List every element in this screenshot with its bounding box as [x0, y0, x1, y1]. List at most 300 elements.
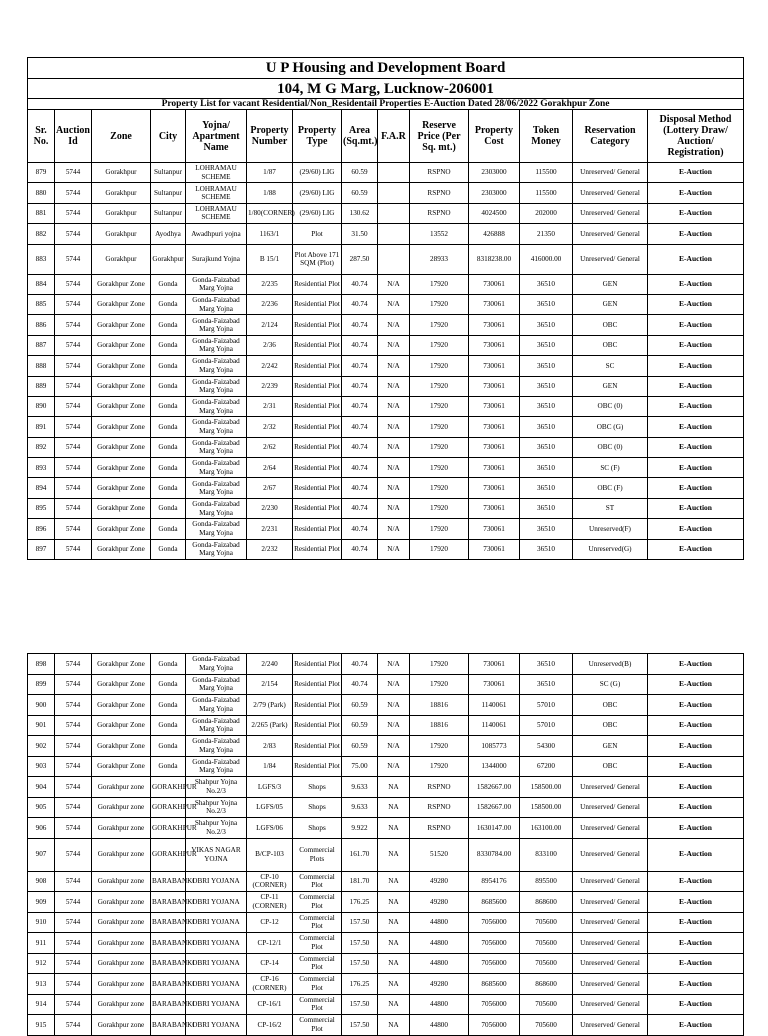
table-row	[28, 244, 744, 274]
cell-property-cost: 1630147.00	[469, 818, 520, 839]
cell-disposal-method: E-Auction	[648, 736, 744, 757]
cell-reserve-price: 49280	[410, 892, 469, 913]
table-row	[28, 183, 744, 203]
cell-property-cost: 8685600	[469, 974, 520, 995]
cell-disposal-method: E-Auction	[648, 539, 744, 559]
col-reservation-category: Reservation Category	[573, 110, 648, 163]
cell-area: 40.74	[342, 335, 378, 355]
cell-auction-id: 5744	[55, 892, 92, 913]
cell-property-type: Shops	[293, 797, 342, 818]
cell-reservation-category: Unreserved/ General	[573, 994, 648, 1015]
cell-far: NA	[378, 871, 410, 892]
cell-sr: 901	[28, 715, 55, 736]
cell-yojna: Gonda-Faizabad Marg Yojna	[186, 437, 247, 457]
cell-sr: 912	[28, 953, 55, 974]
cell-property-type: Residential Plot	[293, 335, 342, 355]
table-row	[28, 224, 744, 244]
cell-far: N/A	[378, 695, 410, 716]
cell-sr: 897	[28, 539, 55, 559]
cell-yojna: Gonda-Faizabad Marg Yojna	[186, 274, 247, 294]
cell-reserve-price: 17920	[410, 736, 469, 757]
cell-reservation-category: OBC	[573, 695, 648, 716]
cell-far: N/A	[378, 356, 410, 376]
cell-sr: 899	[28, 674, 55, 695]
cell-reservation-category: Unreserved/ General	[573, 203, 648, 223]
cell-sr: 883	[28, 244, 55, 274]
cell-token-money: 705600	[520, 933, 573, 954]
cell-yojna: Gonda-Faizabad Marg Yojna	[186, 356, 247, 376]
cell-auction-id: 5744	[55, 437, 92, 457]
cell-property-type: Shops	[293, 777, 342, 798]
cell-property-number: CP-10 (CORNER)	[247, 871, 293, 892]
cell-city: Gonda	[151, 539, 186, 559]
cell-area: 130.62	[342, 203, 378, 223]
cell-token-money: 36510	[520, 417, 573, 437]
cell-disposal-method: E-Auction	[648, 437, 744, 457]
cell-city: BARABANKI	[151, 1015, 186, 1036]
cell-disposal-method: E-Auction	[648, 838, 744, 871]
cell-area: 40.74	[342, 478, 378, 498]
table-row	[28, 437, 744, 457]
cell-area: 161.70	[342, 838, 378, 871]
cell-disposal-method: E-Auction	[648, 356, 744, 376]
cell-yojna: VIKAS NAGAR YOJNA	[186, 838, 247, 871]
cell-zone: Gorakhpur Zone	[92, 458, 151, 478]
cell-far: NA	[378, 1015, 410, 1036]
cell-property-number: 2/242	[247, 356, 293, 376]
cell-zone: Gorakhpur	[92, 183, 151, 203]
cell-reserve-price: 17920	[410, 498, 469, 518]
cell-property-number: CP-16 (CORNER)	[247, 974, 293, 995]
cell-far	[378, 183, 410, 203]
cell-reservation-category: OBC	[573, 315, 648, 335]
cell-auction-id: 5744	[55, 376, 92, 396]
cell-property-type: (29/60) LIG	[293, 163, 342, 183]
cell-reserve-price: 17920	[410, 756, 469, 777]
cell-disposal-method: E-Auction	[648, 994, 744, 1015]
cell-property-cost: 8330784.00	[469, 838, 520, 871]
col-zone: Zone	[92, 110, 151, 163]
cell-reserve-price: 17920	[410, 274, 469, 294]
cell-sr: 892	[28, 437, 55, 457]
cell-disposal-method: E-Auction	[648, 777, 744, 798]
cell-property-number: 2/231	[247, 519, 293, 539]
cell-reservation-category: Unreserved/ General	[573, 818, 648, 839]
cell-token-money: 36510	[520, 335, 573, 355]
cell-auction-id: 5744	[55, 1015, 92, 1036]
cell-reservation-category: SC (F)	[573, 458, 648, 478]
cell-token-money: 115500	[520, 163, 573, 183]
cell-reservation-category: Unreserved/ General	[573, 871, 648, 892]
cell-far: N/A	[378, 315, 410, 335]
table-row	[28, 203, 744, 223]
cell-reserve-price: 13552	[410, 224, 469, 244]
cell-auction-id: 5744	[55, 498, 92, 518]
cell-property-number: 2/239	[247, 376, 293, 396]
table-row	[28, 539, 744, 559]
cell-auction-id: 5744	[55, 838, 92, 871]
cell-token-money: 36510	[520, 376, 573, 396]
cell-disposal-method: E-Auction	[648, 315, 744, 335]
cell-disposal-method: E-Auction	[648, 183, 744, 203]
table-row	[28, 933, 744, 954]
cell-property-number: 2/240	[247, 654, 293, 675]
cell-sr: 913	[28, 974, 55, 995]
cell-reservation-category: GEN	[573, 274, 648, 294]
cell-city: BARABANKI	[151, 994, 186, 1015]
cell-zone: Gorakhpur Zone	[92, 376, 151, 396]
cell-disposal-method: E-Auction	[648, 498, 744, 518]
cell-property-number: 2/64	[247, 458, 293, 478]
cell-reservation-category: Unreserved/ General	[573, 224, 648, 244]
cell-disposal-method: E-Auction	[648, 335, 744, 355]
cell-property-number: LGFS/05	[247, 797, 293, 818]
cell-zone: Gorakhpur	[92, 163, 151, 183]
cell-city: BARABANKI	[151, 912, 186, 933]
cell-auction-id: 5744	[55, 274, 92, 294]
cell-reserve-price: RSPNO	[410, 163, 469, 183]
cell-far	[378, 224, 410, 244]
cell-far	[378, 203, 410, 223]
cell-token-money: 36510	[520, 654, 573, 675]
cell-city: Gonda	[151, 458, 186, 478]
cell-token-money: 36510	[520, 674, 573, 695]
cell-area: 40.74	[342, 519, 378, 539]
table-row	[28, 274, 744, 294]
cell-reservation-category: OBC (0)	[573, 437, 648, 457]
cell-reservation-category: Unreserved/ General	[573, 797, 648, 818]
cell-reserve-price: RSPNO	[410, 818, 469, 839]
cell-property-number: 2/79 (Park)	[247, 695, 293, 716]
cell-property-number: 2/83	[247, 736, 293, 757]
cell-far: N/A	[378, 294, 410, 314]
cell-area: 181.70	[342, 871, 378, 892]
cell-area: 60.59	[342, 163, 378, 183]
cell-sr: 903	[28, 756, 55, 777]
cell-area: 40.74	[342, 376, 378, 396]
cell-yojna: Gonda-Faizabad Marg Yojna	[186, 396, 247, 416]
cell-reserve-price: 17920	[410, 356, 469, 376]
cell-property-cost: 730061	[469, 376, 520, 396]
cell-reserve-price: 17920	[410, 396, 469, 416]
cell-reserve-price: 17920	[410, 417, 469, 437]
cell-property-number: 2/32	[247, 417, 293, 437]
cell-area: 157.50	[342, 912, 378, 933]
cell-zone: Gorakhpur Zone	[92, 498, 151, 518]
cell-yojna: Gonda-Faizabad Marg Yojna	[186, 458, 247, 478]
cell-yojna: Gonda-Faizabad Marg Yojna	[186, 539, 247, 559]
cell-property-number: 2/154	[247, 674, 293, 695]
cell-reserve-price: 44800	[410, 1015, 469, 1036]
cell-property-cost: 7056000	[469, 953, 520, 974]
cell-reservation-category: Unreserved/ General	[573, 953, 648, 974]
table-row	[28, 478, 744, 498]
cell-disposal-method: E-Auction	[648, 953, 744, 974]
col-reserve-price: Reserve Price (Per Sq. mt.)	[410, 110, 469, 163]
cell-zone: Gorakhpur	[92, 203, 151, 223]
cell-yojna: OBRI YOJANA	[186, 871, 247, 892]
cell-property-number: CP-14	[247, 953, 293, 974]
cell-area: 157.50	[342, 994, 378, 1015]
cell-property-cost: 1085773	[469, 736, 520, 757]
cell-yojna: Gonda-Faizabad Marg Yojna	[186, 519, 247, 539]
cell-city: Gonda	[151, 478, 186, 498]
cell-city: Gonda	[151, 274, 186, 294]
cell-yojna: Gonda-Faizabad Marg Yojna	[186, 294, 247, 314]
cell-reservation-category: SC (G)	[573, 674, 648, 695]
cell-reservation-category: Unreserved/ General	[573, 1015, 648, 1036]
cell-zone: Gorakhpur Zone	[92, 356, 151, 376]
cell-sr: 881	[28, 203, 55, 223]
cell-disposal-method: E-Auction	[648, 818, 744, 839]
cell-reservation-category: GEN	[573, 736, 648, 757]
cell-property-number: 2/67	[247, 478, 293, 498]
cell-reservation-category: SC	[573, 356, 648, 376]
cell-property-cost: 1344000	[469, 756, 520, 777]
cell-city: Gonda	[151, 519, 186, 539]
cell-disposal-method: E-Auction	[648, 871, 744, 892]
col-sr: Sr. No.	[28, 110, 55, 163]
col-area: Area (Sq.mt.)	[342, 110, 378, 163]
cell-area: 40.74	[342, 315, 378, 335]
table-row	[28, 974, 744, 995]
cell-zone: Gorakhpur Zone	[92, 478, 151, 498]
board-address: 104, M G Marg, Lucknow-206001	[28, 79, 744, 99]
cell-sr: 911	[28, 933, 55, 954]
cell-zone: Gorakhpur Zone	[92, 756, 151, 777]
cell-property-type: Residential Plot	[293, 437, 342, 457]
table-row	[28, 356, 744, 376]
cell-auction-id: 5744	[55, 953, 92, 974]
cell-yojna: Shahpur Yojna No.2/3	[186, 777, 247, 798]
cell-far: N/A	[378, 674, 410, 695]
cell-property-cost: 730061	[469, 356, 520, 376]
cell-area: 40.74	[342, 437, 378, 457]
cell-property-number: 2/36	[247, 335, 293, 355]
cell-yojna: OBRI YOJANA	[186, 953, 247, 974]
cell-disposal-method: E-Auction	[648, 294, 744, 314]
cell-property-type: Residential Plot	[293, 695, 342, 716]
cell-zone: Gorakhpur Zone	[92, 274, 151, 294]
cell-property-type: Plot	[293, 224, 342, 244]
cell-yojna: OBRI YOJANA	[186, 974, 247, 995]
cell-zone: Gorakhpur zone	[92, 953, 151, 974]
cell-yojna: LOHRAMAU SCHEME	[186, 203, 247, 223]
cell-auction-id: 5744	[55, 797, 92, 818]
table-row	[28, 163, 744, 183]
cell-zone: Gorakhpur zone	[92, 912, 151, 933]
cell-area: 60.59	[342, 695, 378, 716]
cell-property-cost: 730061	[469, 437, 520, 457]
cell-yojna: Gonda-Faizabad Marg Yojna	[186, 674, 247, 695]
cell-token-money: 36510	[520, 498, 573, 518]
cell-token-money: 36510	[520, 539, 573, 559]
cell-disposal-method: E-Auction	[648, 695, 744, 716]
cell-reserve-price: 17920	[410, 654, 469, 675]
cell-token-money: 36510	[520, 519, 573, 539]
cell-token-money: 21350	[520, 224, 573, 244]
cell-sr: 885	[28, 294, 55, 314]
cell-yojna: Gonda-Faizabad Marg Yojna	[186, 498, 247, 518]
cell-reserve-price: 44800	[410, 933, 469, 954]
cell-sr: 884	[28, 274, 55, 294]
cell-token-money: 57010	[520, 695, 573, 716]
cell-reservation-category: Unreserved(G)	[573, 539, 648, 559]
cell-disposal-method: E-Auction	[648, 396, 744, 416]
cell-disposal-method: E-Auction	[648, 933, 744, 954]
cell-property-number: CP-12	[247, 912, 293, 933]
cell-auction-id: 5744	[55, 777, 92, 798]
cell-property-cost: 730061	[469, 458, 520, 478]
cell-yojna: Awadhpuri yojna	[186, 224, 247, 244]
cell-token-money: 202000	[520, 203, 573, 223]
col-yojna: Yojna/ Apartment Name	[186, 110, 247, 163]
cell-sr: 896	[28, 519, 55, 539]
cell-reserve-price: 17920	[410, 674, 469, 695]
cell-city: Gonda	[151, 417, 186, 437]
cell-auction-id: 5744	[55, 315, 92, 335]
cell-token-money: 36510	[520, 478, 573, 498]
cell-property-type: Commercial Plot	[293, 912, 342, 933]
cell-city: BARABANKI	[151, 974, 186, 995]
cell-yojna: LOHRAMAU SCHEME	[186, 163, 247, 183]
cell-yojna: Gonda-Faizabad Marg Yojna	[186, 376, 247, 396]
cell-property-cost: 1140061	[469, 695, 520, 716]
cell-area: 40.74	[342, 274, 378, 294]
cell-yojna: OBRI YOJANA	[186, 912, 247, 933]
cell-token-money: 868600	[520, 892, 573, 913]
cell-token-money: 833100	[520, 838, 573, 871]
col-property-number: Property Number	[247, 110, 293, 163]
cell-sr: 882	[28, 224, 55, 244]
cell-yojna: Shahpur Yojna No.2/3	[186, 818, 247, 839]
table-row	[28, 695, 744, 716]
cell-reservation-category: Unreserved/ General	[573, 838, 648, 871]
cell-area: 40.74	[342, 396, 378, 416]
cell-area: 31.50	[342, 224, 378, 244]
cell-property-number: 2/230	[247, 498, 293, 518]
cell-city: Gonda	[151, 335, 186, 355]
cell-property-type: Residential Plot	[293, 274, 342, 294]
cell-reservation-category: Unreserved/ General	[573, 777, 648, 798]
cell-reserve-price: 17920	[410, 294, 469, 314]
cell-area: 9.633	[342, 797, 378, 818]
cell-reservation-category: Unreserved/ General	[573, 163, 648, 183]
cell-city: Gonda	[151, 695, 186, 716]
cell-city: Gonda	[151, 376, 186, 396]
cell-sr: 906	[28, 818, 55, 839]
cell-zone: Gorakhpur zone	[92, 994, 151, 1015]
cell-disposal-method: E-Auction	[648, 892, 744, 913]
col-city: City	[151, 110, 186, 163]
cell-reserve-price: 18816	[410, 695, 469, 716]
cell-reservation-category: GEN	[573, 376, 648, 396]
cell-city: Gorakhpur	[151, 244, 186, 274]
cell-property-number: 2/62	[247, 437, 293, 457]
cell-far: NA	[378, 892, 410, 913]
cell-auction-id: 5744	[55, 417, 92, 437]
cell-token-money: 416000.00	[520, 244, 573, 274]
cell-property-number: 2/124	[247, 315, 293, 335]
cell-auction-id: 5744	[55, 715, 92, 736]
cell-area: 176.25	[342, 974, 378, 995]
cell-sr: 888	[28, 356, 55, 376]
table-row	[28, 818, 744, 839]
cell-property-cost: 8685600	[469, 892, 520, 913]
cell-sr: 915	[28, 1015, 55, 1036]
cell-area: 40.74	[342, 294, 378, 314]
cell-reserve-price: 17920	[410, 458, 469, 478]
table-row	[28, 458, 744, 478]
cell-property-type: Commercial Plot	[293, 871, 342, 892]
cell-auction-id: 5744	[55, 674, 92, 695]
cell-sr: 910	[28, 912, 55, 933]
cell-property-cost: 730061	[469, 396, 520, 416]
cell-city: Sultanpur	[151, 183, 186, 203]
cell-disposal-method: E-Auction	[648, 654, 744, 675]
cell-zone: Gorakhpur zone	[92, 933, 151, 954]
cell-area: 40.74	[342, 674, 378, 695]
cell-token-money: 36510	[520, 315, 573, 335]
cell-city: Gonda	[151, 396, 186, 416]
cell-yojna: Gonda-Faizabad Marg Yojna	[186, 654, 247, 675]
cell-area: 9.633	[342, 777, 378, 798]
cell-property-type: (29/60) LIG	[293, 183, 342, 203]
cell-reserve-price: 17920	[410, 478, 469, 498]
cell-sr: 895	[28, 498, 55, 518]
cell-disposal-method: E-Auction	[648, 163, 744, 183]
cell-sr: 909	[28, 892, 55, 913]
cell-far: N/A	[378, 335, 410, 355]
table-row	[28, 953, 744, 974]
cell-auction-id: 5744	[55, 519, 92, 539]
cell-city: Sultanpur	[151, 203, 186, 223]
cell-reserve-price: 44800	[410, 912, 469, 933]
cell-yojna: Gonda-Faizabad Marg Yojna	[186, 715, 247, 736]
cell-sr: 880	[28, 183, 55, 203]
cell-auction-id: 5744	[55, 994, 92, 1015]
col-property-type: Property Type	[293, 110, 342, 163]
cell-token-money: 54300	[520, 736, 573, 757]
col-auction-id: Auction Id	[55, 110, 92, 163]
cell-token-money: 705600	[520, 953, 573, 974]
cell-far: NA	[378, 953, 410, 974]
cell-token-money: 868600	[520, 974, 573, 995]
cell-yojna: OBRI YOJANA	[186, 933, 247, 954]
cell-token-money: 67200	[520, 756, 573, 777]
cell-city: Gonda	[151, 356, 186, 376]
cell-property-cost: 8954176	[469, 871, 520, 892]
table-row	[28, 498, 744, 518]
cell-reserve-price: 17920	[410, 335, 469, 355]
cell-token-money: 36510	[520, 396, 573, 416]
cell-property-number: 2/232	[247, 539, 293, 559]
cell-property-type: Plot Above 171 SQM (Plot)	[293, 244, 342, 274]
cell-sr: 898	[28, 654, 55, 675]
cell-city: Gonda	[151, 674, 186, 695]
cell-property-type: Residential Plot	[293, 674, 342, 695]
cell-far: N/A	[378, 396, 410, 416]
cell-property-cost: 730061	[469, 478, 520, 498]
cell-property-cost: 730061	[469, 335, 520, 355]
cell-property-type: Residential Plot	[293, 458, 342, 478]
cell-auction-id: 5744	[55, 654, 92, 675]
cell-auction-id: 5744	[55, 163, 92, 183]
cell-far: N/A	[378, 519, 410, 539]
cell-property-type: Commercial Plot	[293, 933, 342, 954]
cell-yojna: Gonda-Faizabad Marg Yojna	[186, 335, 247, 355]
table-row	[28, 756, 744, 777]
